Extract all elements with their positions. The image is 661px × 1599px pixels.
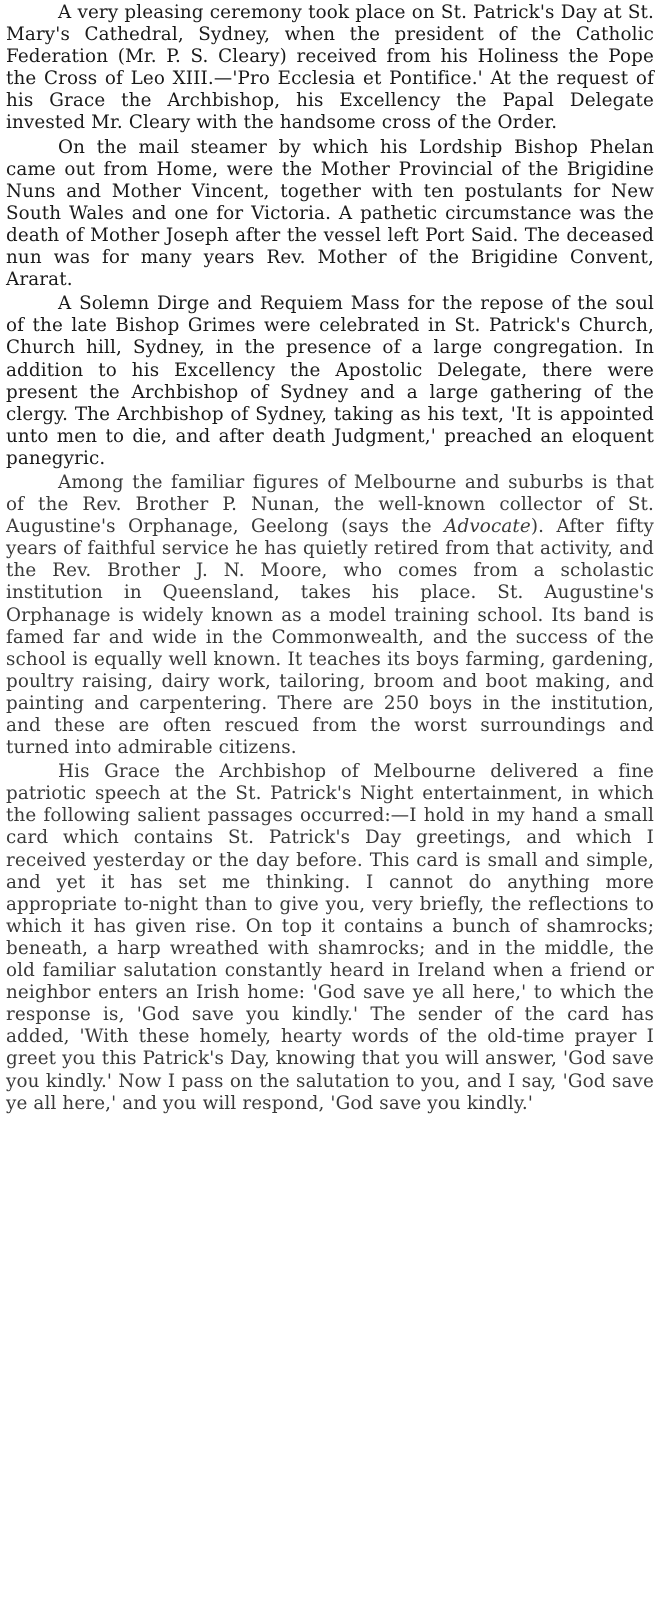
paragraph-brother-nunan-part1: Among the familiar figures of Melbourne and suburbs is that of the Rev. Brother P. Nunan, the well-known collector of St. Augustine's Orphanage, Geelong (says the xyxy=(6,471,654,538)
paragraph-requiem-mass: A Solemn Dirge and Requiem Mass for the repose of the soul of the late Bishop Grimes were celebrated in St. Patrick's Church, Church hill, Sydney, in the presence of a large congregation. In addition to his Excellency the Apostolic Delegate, there were present the Archbishop of Sydney and a large gathering of the clergy. The Archbishop of Sydney, taking as his text, 'It is appointed unto men to die, and after death Judgment,' preached an eloquent panegyric. xyxy=(6,293,654,469)
paragraph-cross-of-leo: A very pleasing ceremony took place on St. Patrick's Day at St. Mary's Cathedral, Sydney, when the president of the Catholic Federation (Mr. P. S. Cleary) received from his Holiness the Pope the Cross of Leo XIII.—'Pro Ecclesia et Pontifice.' At the request of his Grace the Archbishop, his Excellency the Papal Delegate invested Mr. Cleary with the handsome cross of the Order. xyxy=(6,2,654,134)
advocate-italic: Advocate xyxy=(444,516,531,538)
paragraph-mail-steamer: On the mail steamer by which his Lordship Bishop Phelan came out from Home, were the Mother Provincial of the Brigidine Nuns and Mother Vincent, together with ten postulants for New South Wales and one for Victoria. A pathetic circumstance was the death of Mother Joseph after the vessel left Port Said. The deceased nun was for many years Rev. Mother of the Brigidine Convent, Ararat. xyxy=(6,136,654,291)
article-column xyxy=(6,0,654,1117)
paragraph-brother-nunan xyxy=(6,472,654,759)
paragraph-archbishop-speech: His Grace the Archbishop of Melbourne delivered a fine patriotic speech at the St. Patrick's Night entertainment, in which the following salient passages occurred:—I hold in my hand a small card which contains St. Patrick's Day greetings, and which I received yesterday or the day before. This card is small and simple, and yet it has set me thinking. I cannot do anything more appropriate to-night than to give you, very briefly, the reflections to which it has given rise. On top it contains a bunch of shamrocks; beneath, a harp wreathed with shamrocks; and in the middle, the old familiar salutation constantly heard in Ireland when a friend or neighbor enters an Irish home: 'God save ye all here,' to which the response is, 'God save you kindly.' The sender of the card has added, 'With these homely, hearty words of the old-time prayer I greet you this Patrick's Day, knowing that you will answer, 'God save you kindly.' Now I pass on the salutation to you, and I say, 'God save ye all here,' and you will respond, 'God save you kindly.' xyxy=(6,761,654,1114)
paragraph-brother-nunan-part2: ). After fifty years of faithful service he has quietly retired from that activity, and the Rev. Brother J. N. Moore, who comes from a scholastic institution in Queensland, takes his place. St. Augustine's Orphanage is widely known as a model training school. Its band is famed far and wide in the Commonwealth, and the success of the school is equally well known. It teaches its boys farming, gardening, poultry raising, dairy work, tailoring, broom and boot making, and painting and carpentering. There are 250 boys in the institution, and these are often rescued from the worst surroundings and turned into admirable citizens. xyxy=(6,516,654,759)
